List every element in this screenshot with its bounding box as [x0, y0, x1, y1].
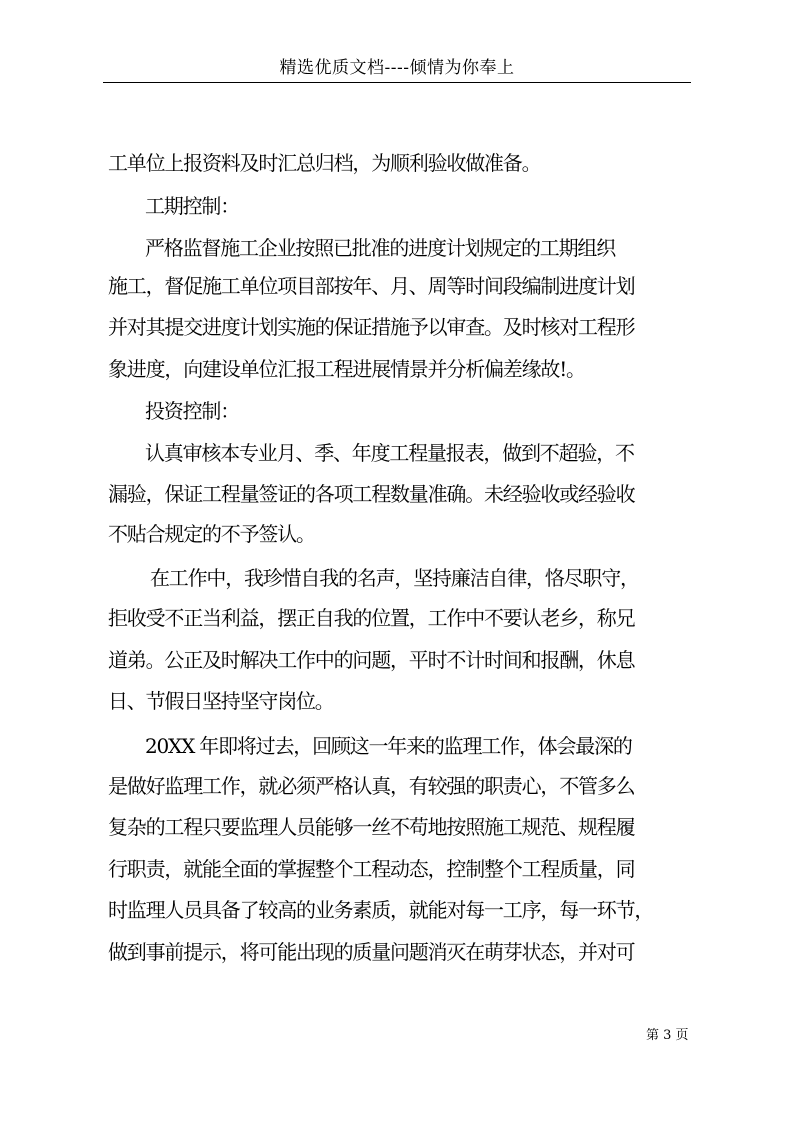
body-line: 时监理人员具备了较高的业务素质，就能对每一工序，每一环节，: [108, 898, 654, 922]
body-line: 复杂的工程只要监理人员能够一丝不苟地按照施工规范、规程履: [108, 815, 635, 839]
body-line: 日、节假日坚持坚守岗位。: [108, 689, 334, 713]
body-line: 道弟。公正及时解决工作中的问题，平时不计时间和报酬，休息: [108, 648, 635, 672]
page-header-title: 精选优质文档----倾情为你奉上: [279, 58, 515, 78]
body-line: 认真审核本专业月、季、年度工程量报表，做到不超验，不: [145, 441, 634, 465]
page-number: 第 3 页: [646, 1028, 689, 1043]
body-line: 施工，督促施工单位项目部按年、月、周等时间段编制进度计划: [108, 274, 635, 298]
section-heading-investment: 投资控制：: [145, 399, 239, 423]
body-line: 象进度，向建设单位汇报工程进展情景并分析偏差缘故!。: [108, 357, 585, 381]
body-line: 严格监督施工企业按照已批准的进度计划规定的工期组织: [145, 236, 615, 260]
body-line: 行职责，就能全面的掌握整个工程动态，控制整个工程质量，同: [108, 857, 635, 881]
section-heading-schedule: 工期控制：: [145, 194, 239, 218]
body-line: 漏验，保证工程量签证的各项工程数量准确。未经验收或经验收: [108, 482, 635, 506]
body-line: 并对其提交进度计划实施的保证措施予以审查。及时核对工程形: [108, 315, 635, 339]
body-line: 在工作中，我珍惜自我的名声，坚持廉洁自律，恪尽职守，: [150, 566, 639, 590]
body-line: 做到事前提示，将可能出现的质量问题消灭在萌芽状态，并对可: [108, 940, 635, 964]
body-line: 拒收受不正当利益，摆正自我的位置，工作中不要认老乡，称兄: [108, 606, 635, 630]
body-line: 20XX 年即将过去，回顾这一年来的监理工作，体会最深的: [145, 734, 632, 758]
body-line: 工单位上报资料及时汇总归档，为顺利验收做准备。: [108, 151, 541, 175]
body-line: 不贴合规定的不予签认。: [108, 522, 315, 546]
header-divider: [103, 82, 691, 83]
body-line: 是做好监理工作，就必须严格认真，有较强的职责心，不管多么: [108, 774, 635, 798]
